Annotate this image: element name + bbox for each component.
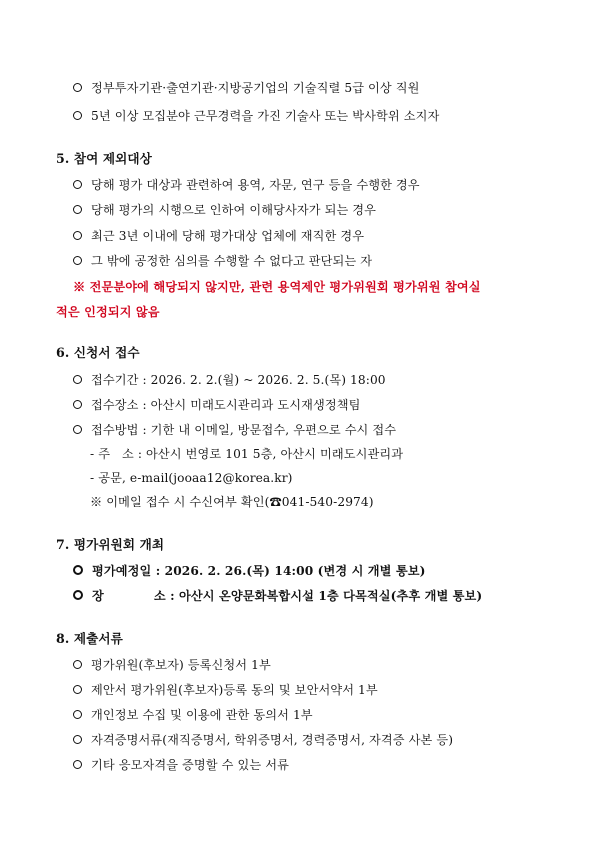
list-item: 자격증명서류(재직증명서, 학위증명서, 경력증명서, 자격증 사본 등) <box>73 732 453 748</box>
bold-circle-bullet-icon <box>73 565 83 575</box>
circle-bullet-icon <box>73 685 82 694</box>
meeting-schedule: 평가예정일 : 2026. 2. 26.(목) 14:00 (변경 시 개별 통보) <box>73 563 426 579</box>
circle-bullet-icon <box>73 400 82 409</box>
phone-note: ※ 이메일 접수 시 수신여부 확인(☎041-540-2974) <box>90 495 374 509</box>
section-heading-application: 6. 신청서 접수 <box>56 345 140 360</box>
circle-bullet-icon <box>73 660 82 669</box>
list-item: 접수장소 : 아산시 미래도시관리과 도시재생정책팀 <box>73 397 360 413</box>
list-item: 그 밖에 공정한 심의를 수행할 수 없다고 판단되는 자 <box>73 253 372 269</box>
section-heading-exclusion: 5. 참여 제외대상 <box>56 151 152 166</box>
circle-bullet-icon <box>73 205 82 214</box>
list-item: 접수기간 : 2026. 2. 2.(월) ~ 2026. 2. 5.(목) 18:00 <box>73 372 386 388</box>
circle-bullet-icon <box>73 760 82 769</box>
list-item: 5년 이상 모집분야 근무경력을 가진 기술사 또는 박사학위 소지자 <box>73 108 439 124</box>
meeting-venue: 장 소 : 아산시 온양문화복합시설 1층 다목적실(추후 개별 통보) <box>73 588 482 604</box>
list-item: 당해 평가 대상과 관련하여 용역, 자문, 연구 등을 수행한 경우 <box>73 177 420 193</box>
circle-bullet-icon <box>73 111 82 120</box>
circle-bullet-icon <box>73 425 82 434</box>
list-item: 평가위원(후보자) 등록신청서 1부 <box>73 657 271 673</box>
circle-bullet-icon <box>73 256 82 265</box>
address-line <box>90 446 403 462</box>
list-item: 최근 3년 이내에 당해 평가대상 업체에 재직한 경우 <box>73 228 364 244</box>
circle-bullet-icon <box>73 710 82 719</box>
exclusion-note-continued: 적은 인정되지 않음 <box>56 305 160 319</box>
list-item: 제안서 평가위원(후보자)등록 동의 및 보안서약서 1부 <box>73 682 378 698</box>
circle-bullet-icon <box>73 375 82 384</box>
list-item: 접수방법 : 기한 내 이메일, 방문접수, 우편으로 수시 접수 <box>73 422 396 438</box>
email-line: - 공문, e-mail(jooaa12@korea.kr) <box>90 471 293 485</box>
list-item: 개인정보 수집 및 이용에 관한 동의서 1부 <box>73 707 313 723</box>
circle-bullet-icon <box>73 83 82 92</box>
list-item: 기타 응모자격을 증명할 수 있는 서류 <box>73 757 289 773</box>
list-item: 당해 평가의 시행으로 인하여 이해당사자가 되는 경우 <box>73 202 376 218</box>
circle-bullet-icon <box>73 231 82 240</box>
section-heading-meeting: 7. 평가위원회 개최 <box>56 537 165 552</box>
circle-bullet-icon <box>73 180 82 189</box>
circle-bullet-icon <box>73 735 82 744</box>
list-item: 정부투자기관·출연기관·지방공기업의 기술직렬 5급 이상 직원 <box>73 80 420 96</box>
address-label: - 주 소 <box>90 447 134 461</box>
address-text: : 아산시 번영로 101 5층, 아산시 미래도시관리과 <box>137 447 404 461</box>
bold-circle-bullet-icon <box>73 590 83 600</box>
section-heading-documents: 8. 제출서류 <box>56 631 123 646</box>
exclusion-note: ※ 전문분야에 해당되지 않지만, 관련 용역제안 평가위원회 평가위원 참여실 <box>73 280 481 294</box>
